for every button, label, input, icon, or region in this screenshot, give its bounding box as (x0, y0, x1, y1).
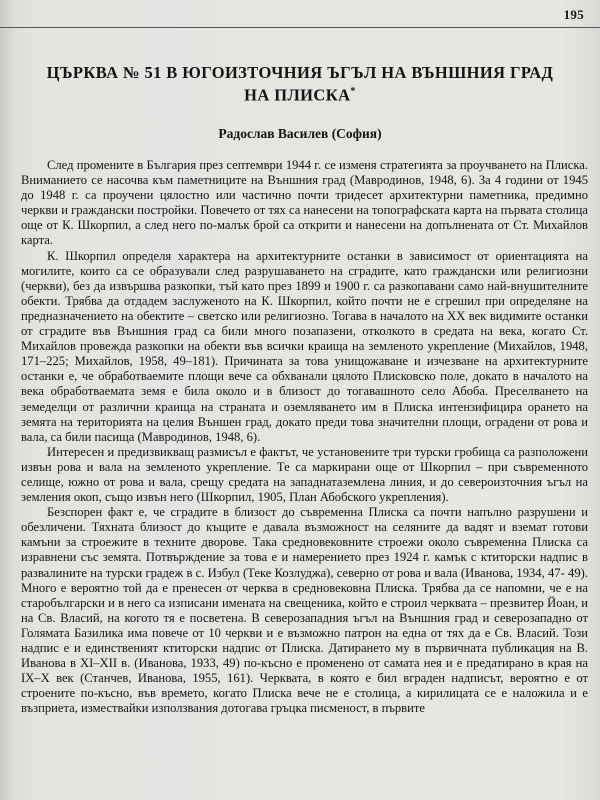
page-number: 195 (563, 7, 584, 22)
paragraph: Безспорен факт е, че сградите в близост до съвременна Плиска са почти напълно разрушени и обезличени. Тяхната близост до къщите е давала възможност на селяните да вадят и вземат готови камъни за строежите в техните дворове. Така средновековните строежи около съвременна Плиска са изравнени със земята. Потвърждение за това е и намерението през 1924 г. камък с ктиторски надпис в развалините на турски градеж в с. Избул (Теке Козлуджа), северно от рова и вала (Иванова, 1934, 47- 49). Много е вероятно той да е пренесен от черква в средновековна Плиска. Трябва да се напомни, че е на старобългарски и в него са изписани имената на свещеника, който е строил черквата – презвитер Йоан, и на Св. Власий, на когото тя е посветена. В северозападния ъгъл на Външния град и северозападно от Голямата Базилика има повече от 10 черкви и е възможно патрон на една от тях да е Св. Власий. Този надпис е и единственият ктиторски надпис от Плиска. Датирането му в първичната публикация на В. Иванова в XI–XII в. (Иванова, 1933, 49) по-късно е променено от самата нея и е предатирано в края на IX–X век (Станчев, Иванова, 1955, 161). Черквата, в която е бил вграден надписът, вероятно е от строените по-късно, във времето, когато Плиска вече не е столица, а кирилицата се е наложила и е възприета, измествайки използвания дотогава гръцка писменост, в първите (21, 505, 588, 716)
article-author: Радослав Василев (София) (218, 126, 382, 141)
paragraph: След промените в България през септември 1944 г. се изменя стратегията за проучването на Плиска. Вниманието се насочва към паметниците на Външния град (Мавродинов, 1948, 6). За 4 години от 1945 до 1948 г. са проучени цялостно или частично почти тридесет архитектурни паметника, предимно черкви и граждански постройки. Повечето от тях са нанесени на топографската карта на първата столица още от К. Шкорпил, а след него по-малък брой са открити и нанесени на допълнената от Ст. Михайлов карта. (21, 158, 588, 248)
article-title-text: ЦЪРКВА № 51 В ЮГОИЗТОЧНИЯ ЪГЪЛ НА ВЪНШНИЯ ГРАД НА ПЛИСКА (46, 63, 554, 105)
paragraph: Интересен и предизвикващ размисъл е фактът, че установените три турски гробища са разположени извън рова и вала на земленото укрепление. Те са маркирани още от Шкорпил – при съвременното селище, южно от рова и вала, срещу средата на западнатаземлена линия, и до североизточния ъгъл на земления окоп, също извън него (Шкорпил, 1905, План Абобского укрепления). (21, 444, 588, 505)
article-title (40, 63, 560, 105)
paragraph: К. Шкорпил определя характера на архитектурните останки в зависимост от ориентацията на могилите, които са се образували след разрушаването на сградите, като граждански или религиозни (черкви), без да извършва разкопки, тъй като през 1899 и 1900 г. са разкопавани само най-внушителните обекти. Трябва да отдадем заслуженото на К. Шкорпил, който почти не е сгрешил при определяне на предназначението на обектите – светско или религиозно. Тогава в началото на ХХ век видимите останки от сградите във Външния град са били много позапазени, отколкото в средата на века, когато Ст. Михайлов провежда разкопки на обекти във всички краища на земленото укрепление (Михайлов, 1948, 171–225; Михайлов, 1958, 49–181). Причината за това унищожаване и изчезване на архитектурните останки е, че обработваемите площи вече са обхванали цялото Плисковско поле, докато в началото на века обработваемата земя е била около и в близост до тогавашното село Абоба. Преселването на земеделци от различни краища на страната и оземляването им в Плиска интензифицира орането на земята на територията на целия Външен град, докато преди това значителни площи, оградени от рова и вала, са били пасища (Мавродинов, 1948, 6). (21, 248, 588, 444)
footnote-marker: * (350, 86, 356, 97)
header-rule (0, 27, 600, 28)
article-body (21, 158, 588, 716)
